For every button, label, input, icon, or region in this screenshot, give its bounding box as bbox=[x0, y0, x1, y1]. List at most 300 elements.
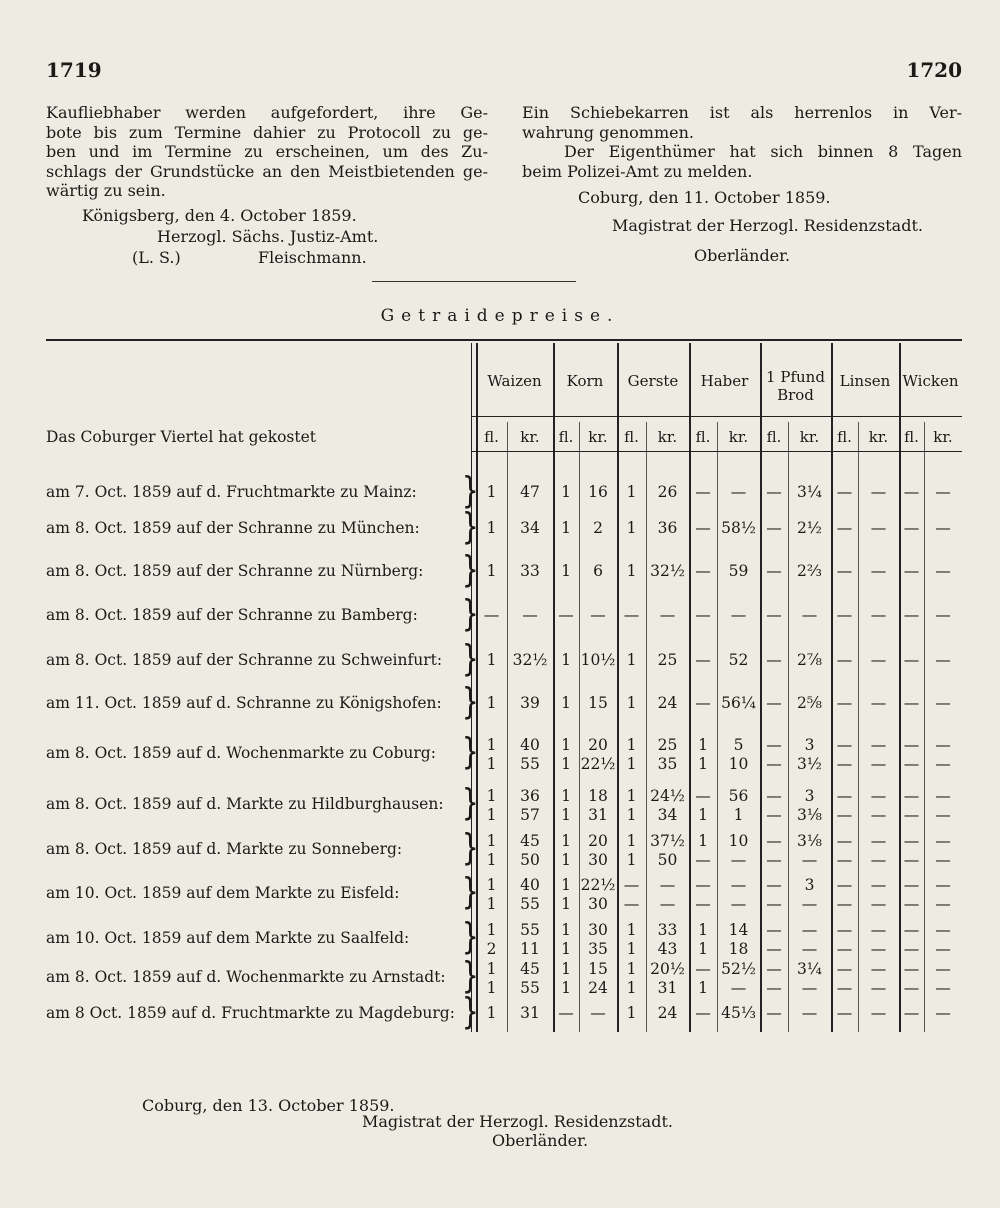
cell-kr: — bbox=[935, 755, 951, 773]
cell-kr: 57 bbox=[520, 806, 540, 824]
cell-kr: 45⅓ bbox=[721, 1004, 756, 1022]
cell-fl: 1 bbox=[486, 832, 497, 850]
cell-kr: 30 bbox=[588, 921, 608, 939]
row-label: am 8. Oct. 1859 auf der Schranne zu München: bbox=[46, 519, 420, 537]
notice-line: wahrung genommen. bbox=[522, 122, 694, 142]
column-header: Linsen bbox=[839, 372, 891, 390]
header-rule bbox=[471, 416, 962, 417]
cell-kr: 32½ bbox=[512, 651, 548, 669]
cell-kr: — bbox=[801, 979, 818, 997]
cell-kr: 24 bbox=[588, 979, 608, 997]
cell-fl: — bbox=[903, 694, 920, 712]
brace-mark: } bbox=[462, 872, 479, 914]
cell-fl: — bbox=[903, 832, 920, 850]
cell-kr: 3½ bbox=[797, 755, 822, 773]
seal-mark: (L. S.) bbox=[132, 248, 181, 267]
cell-fl: — bbox=[695, 519, 711, 537]
unit-fl: fl. bbox=[837, 428, 852, 446]
notice-line: Der Eigenthümer hat sich binnen 8 Tagen bbox=[564, 142, 962, 161]
row-label: am 10. Oct. 1859 auf dem Markte zu Eisfeld: bbox=[46, 884, 400, 902]
cell-kr: 55 bbox=[520, 921, 540, 939]
table-top-rule bbox=[46, 339, 962, 341]
cell-kr: — bbox=[870, 755, 887, 773]
cell-kr: 35 bbox=[588, 940, 608, 958]
cell-fl: — bbox=[903, 562, 920, 580]
cell-kr: 2⅝ bbox=[797, 694, 822, 712]
cell-fl: 1 bbox=[561, 940, 571, 958]
cell-fl: 1 bbox=[561, 562, 571, 580]
cell-fl: — bbox=[836, 940, 853, 958]
cell-fl: 1 bbox=[561, 694, 571, 712]
notice-line: wärtig zu sein. bbox=[46, 181, 166, 200]
cell-kr: — bbox=[730, 895, 747, 913]
cell-kr: — bbox=[870, 606, 887, 624]
cell-fl: — bbox=[558, 1004, 574, 1022]
brace-mark: } bbox=[462, 732, 479, 774]
cell-kr: 24½ bbox=[650, 787, 685, 805]
unit-kr: kr. bbox=[868, 428, 889, 446]
cell-kr: 15 bbox=[588, 694, 608, 712]
cell-kr: 5 bbox=[733, 736, 744, 754]
row-label: am 8. Oct. 1859 auf d. Markte zu Hildburghausen: bbox=[46, 795, 444, 813]
cell-fl: — bbox=[483, 606, 500, 624]
cell-kr: — bbox=[870, 483, 887, 501]
cell-kr: — bbox=[870, 876, 887, 894]
cell-fl: — bbox=[766, 606, 782, 624]
cell-fl: — bbox=[836, 736, 853, 754]
row-label: am 11. Oct. 1859 auf d. Schranne zu Königshofen: bbox=[46, 694, 442, 712]
cell-fl: — bbox=[766, 851, 782, 869]
cell-fl: — bbox=[695, 851, 711, 869]
cell-fl: 1 bbox=[698, 940, 708, 958]
cell-fl: — bbox=[623, 895, 640, 913]
footer-office: Magistrat der Herzogl. Residenzstadt. bbox=[362, 1112, 673, 1131]
brace-mark: } bbox=[462, 682, 479, 724]
row-label: am 8. Oct. 1859 auf der Schranne zu Nürnberg: bbox=[46, 562, 424, 580]
cell-fl: — bbox=[836, 806, 853, 824]
cell-fl: 1 bbox=[486, 736, 497, 754]
cell-fl: — bbox=[836, 651, 853, 669]
cell-fl: 1 bbox=[561, 787, 571, 805]
cell-kr: — bbox=[659, 895, 676, 913]
right-signer: Oberländer. bbox=[694, 246, 791, 265]
cell-fl: — bbox=[695, 562, 711, 580]
cell-kr: — bbox=[935, 787, 951, 805]
cell-kr: — bbox=[935, 806, 951, 824]
cell-fl: 2 bbox=[486, 940, 497, 958]
cell-fl: 1 bbox=[486, 562, 497, 580]
cell-fl: 1 bbox=[561, 651, 571, 669]
cell-fl: 1 bbox=[561, 895, 571, 913]
cell-fl: — bbox=[766, 736, 782, 754]
cell-kr: 58½ bbox=[721, 519, 756, 537]
cell-kr: 45 bbox=[520, 832, 540, 850]
cell-fl: 1 bbox=[626, 940, 637, 958]
cell-kr: 26 bbox=[657, 483, 678, 501]
cell-fl: — bbox=[695, 876, 711, 894]
cell-fl: — bbox=[766, 832, 782, 850]
cell-fl: — bbox=[836, 876, 853, 894]
cell-fl: — bbox=[903, 806, 920, 824]
unit-kr: kr. bbox=[520, 428, 540, 446]
cell-fl: — bbox=[623, 606, 640, 624]
cell-kr: 35 bbox=[657, 755, 678, 773]
cell-fl: 1 bbox=[561, 483, 571, 501]
cell-kr: 37½ bbox=[650, 832, 685, 850]
cell-kr: 3¼ bbox=[797, 483, 822, 501]
cell-kr: 2⅔ bbox=[797, 562, 822, 580]
cell-kr: — bbox=[870, 519, 887, 537]
cell-fl: — bbox=[836, 787, 853, 805]
cell-fl: — bbox=[695, 1004, 711, 1022]
cell-kr: 33 bbox=[657, 921, 678, 939]
cell-fl: — bbox=[836, 755, 853, 773]
cell-kr: 55 bbox=[520, 755, 540, 773]
cell-fl: 1 bbox=[486, 651, 497, 669]
cell-kr: — bbox=[870, 979, 887, 997]
cell-fl: 1 bbox=[626, 1004, 637, 1022]
cell-kr: 31 bbox=[520, 1004, 540, 1022]
brace-mark: } bbox=[462, 639, 479, 681]
cell-fl: — bbox=[903, 606, 920, 624]
cell-kr: — bbox=[730, 979, 747, 997]
unit-kr: kr. bbox=[728, 428, 749, 446]
cell-fl: 1 bbox=[486, 806, 497, 824]
cell-kr: 24 bbox=[657, 1004, 678, 1022]
cell-fl: 1 bbox=[561, 519, 571, 537]
cell-fl: — bbox=[766, 519, 782, 537]
cell-fl: 1 bbox=[486, 851, 497, 869]
footer-signer: Oberländer. bbox=[492, 1131, 589, 1150]
cell-kr: — bbox=[935, 1004, 951, 1022]
cell-fl: — bbox=[836, 519, 853, 537]
cell-kr: 30 bbox=[588, 851, 608, 869]
cell-kr: — bbox=[935, 832, 951, 850]
cell-kr: 22½ bbox=[580, 755, 616, 773]
unit-rule bbox=[471, 451, 962, 452]
table-title: Getraidepreise. bbox=[380, 306, 620, 326]
column-header: Haber bbox=[700, 372, 749, 390]
footer-place-date: Coburg, den 13. October 1859. bbox=[142, 1096, 395, 1115]
cell-kr: — bbox=[870, 832, 887, 850]
cell-fl: 1 bbox=[561, 921, 571, 939]
cell-kr: 39 bbox=[520, 694, 540, 712]
cell-fl: — bbox=[766, 562, 782, 580]
cell-fl: 1 bbox=[626, 832, 637, 850]
row-label: am 8. Oct. 1859 auf der Schranne zu Schweinfurt: bbox=[46, 651, 443, 669]
cell-fl: — bbox=[836, 960, 853, 978]
notice-line: ben und im Termine zu erscheinen, um des Zu- bbox=[46, 142, 488, 161]
cell-kr: — bbox=[870, 960, 887, 978]
cell-kr: 34 bbox=[520, 519, 540, 537]
column-header: Wicken bbox=[902, 372, 959, 390]
cell-kr: — bbox=[870, 736, 887, 754]
unit-kr: kr. bbox=[657, 428, 678, 446]
cell-fl: 1 bbox=[626, 483, 637, 501]
cell-kr: — bbox=[870, 921, 887, 939]
cell-kr: — bbox=[870, 1004, 887, 1022]
cell-fl: — bbox=[836, 851, 853, 869]
cell-kr: 56¼ bbox=[721, 694, 756, 712]
cell-fl: — bbox=[695, 895, 711, 913]
cell-fl: — bbox=[903, 876, 920, 894]
cell-fl: 1 bbox=[486, 519, 497, 537]
cell-fl: 1 bbox=[698, 736, 708, 754]
unit-fl: fl. bbox=[766, 428, 782, 446]
row-label: am 7. Oct. 1859 auf d. Fruchtmarkte zu Mainz: bbox=[46, 483, 417, 501]
cell-fl: 1 bbox=[486, 787, 497, 805]
cell-fl: 1 bbox=[626, 519, 637, 537]
cell-kr: 18 bbox=[728, 940, 749, 958]
cell-kr: — bbox=[801, 921, 818, 939]
cell-kr: — bbox=[870, 787, 887, 805]
cell-fl: 1 bbox=[698, 832, 708, 850]
cell-fl: — bbox=[766, 755, 782, 773]
cell-fl: — bbox=[903, 755, 920, 773]
cell-kr: 25 bbox=[657, 651, 678, 669]
right-notice bbox=[522, 103, 962, 181]
cell-fl: — bbox=[766, 895, 782, 913]
cell-fl: — bbox=[836, 483, 853, 501]
cell-kr: — bbox=[870, 694, 887, 712]
cell-fl: — bbox=[903, 483, 920, 501]
cell-fl: 1 bbox=[626, 736, 637, 754]
cell-kr: 34 bbox=[657, 806, 678, 824]
cell-fl: — bbox=[766, 940, 782, 958]
cell-kr: 15 bbox=[588, 960, 608, 978]
cell-fl: 1 bbox=[561, 832, 571, 850]
unit-fl: fl. bbox=[624, 428, 639, 446]
cell-kr: — bbox=[935, 876, 951, 894]
row-label: am 8 Oct. 1859 auf d. Fruchtmarkte zu Magdeburg: bbox=[46, 1004, 455, 1022]
cell-kr: 3⅛ bbox=[797, 832, 822, 850]
cell-fl: — bbox=[766, 960, 782, 978]
brace-mark: } bbox=[462, 471, 479, 513]
cell-fl: — bbox=[903, 960, 920, 978]
cell-kr: — bbox=[522, 606, 538, 624]
cell-kr: 55 bbox=[520, 895, 540, 913]
cell-fl: — bbox=[836, 562, 853, 580]
cell-kr: 40 bbox=[520, 876, 540, 894]
cell-kr: — bbox=[870, 806, 887, 824]
unit-kr: kr. bbox=[588, 428, 608, 446]
cell-kr: 20 bbox=[588, 832, 608, 850]
unit-fl: fl. bbox=[484, 428, 499, 446]
row-label: am 8. Oct. 1859 auf d. Wochenmarkte zu Coburg: bbox=[46, 744, 436, 762]
cell-kr: — bbox=[870, 651, 887, 669]
cell-fl: 1 bbox=[486, 921, 497, 939]
cell-kr: 43 bbox=[657, 940, 678, 958]
cell-kr: 59 bbox=[728, 562, 749, 580]
cell-kr: 24 bbox=[657, 694, 678, 712]
cell-kr: — bbox=[730, 606, 747, 624]
cell-fl: 1 bbox=[561, 755, 571, 773]
cell-fl: — bbox=[903, 921, 920, 939]
row-label: am 10. Oct. 1859 auf dem Markte zu Saalfeld: bbox=[46, 929, 410, 947]
cell-kr: — bbox=[730, 851, 747, 869]
cell-fl: — bbox=[695, 483, 711, 501]
cell-kr: 36 bbox=[657, 519, 678, 537]
cell-fl: — bbox=[903, 736, 920, 754]
cell-fl: 1 bbox=[486, 1004, 497, 1022]
cell-kr: — bbox=[935, 960, 951, 978]
cell-kr: 14 bbox=[728, 921, 749, 939]
row-label: am 8. Oct. 1859 auf der Schranne zu Bamberg: bbox=[46, 606, 418, 624]
cell-fl: 1 bbox=[626, 806, 637, 824]
cell-fl: 1 bbox=[626, 562, 637, 580]
cell-kr: 30 bbox=[588, 895, 608, 913]
cell-kr: — bbox=[801, 940, 818, 958]
cell-fl: — bbox=[695, 694, 711, 712]
cell-fl: 1 bbox=[486, 876, 497, 894]
cell-kr: — bbox=[870, 851, 887, 869]
cell-kr: 3 bbox=[804, 787, 815, 805]
cell-kr: — bbox=[935, 606, 951, 624]
brace-mark: } bbox=[462, 956, 479, 998]
brace-mark: } bbox=[462, 917, 479, 959]
cell-fl: — bbox=[623, 876, 640, 894]
cell-kr: 50 bbox=[520, 851, 540, 869]
unit-fl: fl. bbox=[904, 428, 919, 446]
cell-fl: 1 bbox=[561, 979, 571, 997]
cell-kr: 25 bbox=[657, 736, 678, 754]
notice-line: bote bis zum Termine dahier zu Protocoll zu ge- bbox=[46, 122, 488, 142]
cell-fl: 1 bbox=[486, 960, 497, 978]
cell-fl: — bbox=[836, 921, 853, 939]
cell-kr: 2⅞ bbox=[797, 651, 822, 669]
cell-kr: 33 bbox=[520, 562, 540, 580]
left-place-date: Königsberg, den 4. October 1859. bbox=[82, 206, 357, 225]
cell-kr: — bbox=[935, 979, 951, 997]
cell-fl: 1 bbox=[626, 921, 637, 939]
cell-kr: 16 bbox=[588, 483, 608, 501]
cell-kr: — bbox=[935, 562, 951, 580]
cell-kr: — bbox=[935, 940, 951, 958]
cell-kr: — bbox=[935, 694, 951, 712]
cell-fl: — bbox=[695, 960, 711, 978]
unit-kr: kr. bbox=[799, 428, 820, 446]
row-label: am 8. Oct. 1859 auf d. Markte zu Sonneberg: bbox=[46, 840, 403, 858]
cell-kr: 56 bbox=[728, 787, 749, 805]
cell-kr: 36 bbox=[520, 787, 540, 805]
cell-kr: — bbox=[935, 895, 951, 913]
cell-fl: — bbox=[903, 651, 920, 669]
brace-mark: } bbox=[462, 992, 479, 1034]
cell-fl: 1 bbox=[486, 979, 497, 997]
cell-fl: 1 bbox=[561, 876, 571, 894]
cell-kr: 11 bbox=[520, 940, 540, 958]
notice-line: beim Polizei-Amt zu melden. bbox=[522, 161, 753, 181]
brace-mark: } bbox=[462, 828, 479, 870]
cell-fl: — bbox=[695, 606, 711, 624]
cell-fl: — bbox=[903, 1004, 920, 1022]
cell-kr: — bbox=[801, 851, 818, 869]
cell-fl: — bbox=[766, 483, 782, 501]
cell-kr: 20 bbox=[588, 736, 608, 754]
cell-kr: 31 bbox=[657, 979, 678, 997]
column-header: Waizen bbox=[487, 372, 542, 390]
cell-fl: 1 bbox=[561, 851, 571, 869]
right-place-date: Coburg, den 11. October 1859. bbox=[578, 188, 831, 207]
notice-line: Ein Schiebekarren ist als herrenlos in Ver- bbox=[522, 103, 962, 122]
cell-kr: 3 bbox=[804, 876, 815, 894]
cell-kr: 3¼ bbox=[797, 960, 822, 978]
cell-kr: 10½ bbox=[580, 651, 616, 669]
cell-kr: 10 bbox=[728, 755, 749, 773]
cell-kr: — bbox=[935, 736, 951, 754]
cell-fl: 1 bbox=[486, 755, 497, 773]
cell-kr: — bbox=[935, 921, 951, 939]
row-label: am 8. Oct. 1859 auf d. Wochenmarkte zu Arnstadt: bbox=[46, 968, 446, 986]
unit-kr: kr. bbox=[933, 428, 953, 446]
cell-fl: 1 bbox=[486, 483, 497, 501]
cell-fl: — bbox=[766, 806, 782, 824]
cell-fl: — bbox=[766, 1004, 782, 1022]
brace-mark: } bbox=[462, 594, 479, 636]
cell-fl: 1 bbox=[561, 806, 571, 824]
cell-kr: 1 bbox=[733, 806, 744, 824]
cell-kr: 3⅛ bbox=[797, 806, 822, 824]
cell-kr: — bbox=[801, 606, 818, 624]
cell-fl: 1 bbox=[698, 755, 708, 773]
cell-fl: — bbox=[766, 876, 782, 894]
cell-kr: 22½ bbox=[580, 876, 616, 894]
cell-kr: 3 bbox=[804, 736, 815, 754]
cell-kr: 31 bbox=[588, 806, 608, 824]
page-number-left: 1719 bbox=[46, 58, 102, 82]
cell-kr: — bbox=[935, 851, 951, 869]
cell-fl: — bbox=[836, 832, 853, 850]
left-notice bbox=[46, 103, 488, 201]
cell-kr: — bbox=[870, 940, 887, 958]
brace-mark: } bbox=[462, 550, 479, 592]
cell-fl: — bbox=[836, 895, 853, 913]
cell-fl: — bbox=[836, 606, 853, 624]
cell-fl: — bbox=[836, 694, 853, 712]
cell-fl: — bbox=[903, 787, 920, 805]
cell-fl: 1 bbox=[561, 736, 571, 754]
cell-fl: — bbox=[903, 851, 920, 869]
cell-kr: 32½ bbox=[650, 562, 685, 580]
cell-fl: — bbox=[766, 921, 782, 939]
left-signer: Fleischmann. bbox=[258, 248, 367, 267]
cell-kr: 50 bbox=[657, 851, 678, 869]
cell-kr: 6 bbox=[593, 562, 603, 580]
cell-fl: — bbox=[836, 1004, 853, 1022]
column-header: 1 Pfund Brod bbox=[766, 368, 825, 404]
cell-fl: — bbox=[695, 787, 711, 805]
cell-fl: — bbox=[903, 979, 920, 997]
cell-kr: — bbox=[590, 1004, 606, 1022]
cell-fl: 1 bbox=[486, 694, 497, 712]
cell-kr: 40 bbox=[520, 736, 540, 754]
cell-kr: 45 bbox=[520, 960, 540, 978]
cell-fl: — bbox=[766, 787, 782, 805]
cell-fl: 1 bbox=[698, 979, 708, 997]
cell-kr: — bbox=[935, 483, 951, 501]
cell-kr: 18 bbox=[588, 787, 608, 805]
column-header: Gerste bbox=[627, 372, 679, 390]
cell-fl: 1 bbox=[698, 806, 708, 824]
cell-fl: — bbox=[695, 651, 711, 669]
cell-kr: 55 bbox=[520, 979, 540, 997]
cell-kr: 2 bbox=[593, 519, 603, 537]
cell-fl: 1 bbox=[626, 851, 637, 869]
cell-fl: 1 bbox=[698, 921, 708, 939]
cell-kr: 52½ bbox=[721, 960, 756, 978]
cell-fl: 1 bbox=[626, 979, 637, 997]
cell-kr: 20½ bbox=[650, 960, 685, 978]
